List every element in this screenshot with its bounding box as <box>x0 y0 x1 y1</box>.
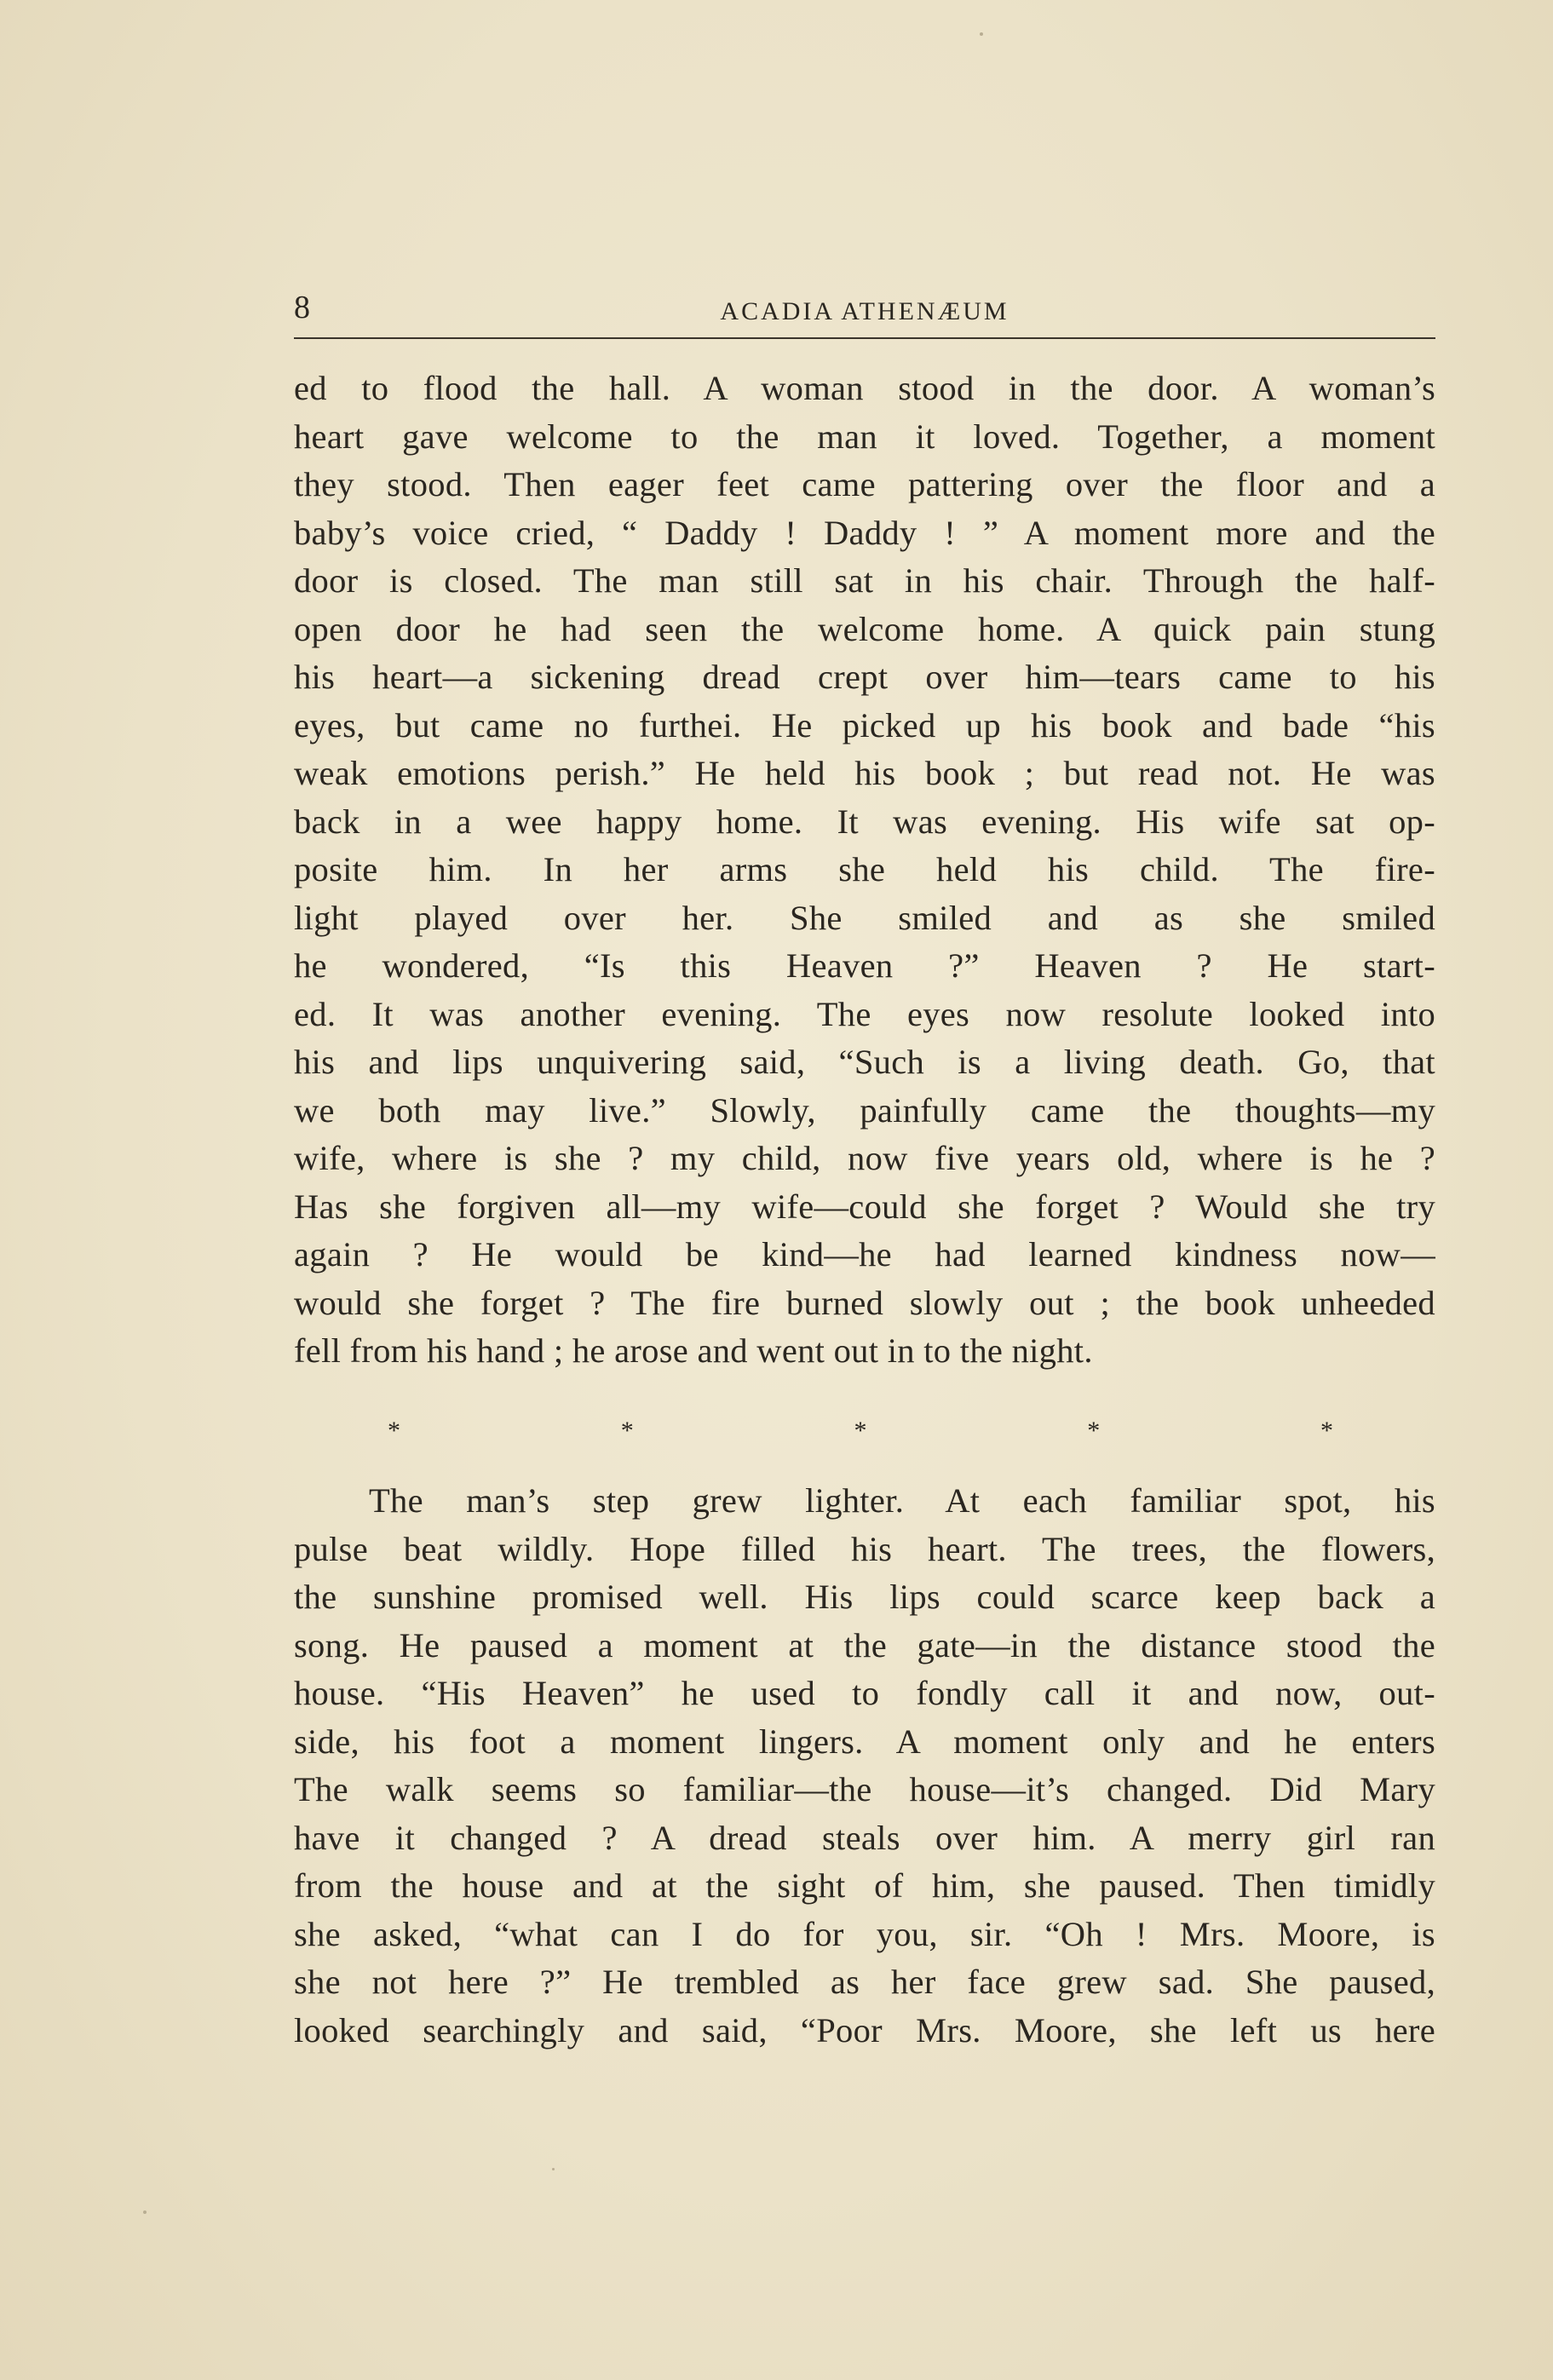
text-line: song. He paused a moment at the gate—in the distance stood the <box>294 1625 1435 1664</box>
running-head <box>294 286 1435 339</box>
text-line: he wondered, “Is this Heaven ?” Heaven ? He start- <box>294 946 1435 985</box>
text-line: they stood. Then eager feet came pattering over the floor and a <box>294 465 1435 503</box>
asterisk-mark: * <box>620 1417 634 1445</box>
text-line: pulse beat wildly. Hope filled his heart. The trees, the flowers, <box>294 1529 1435 1568</box>
text-line: Has she forgiven all—my wife—could she forget ? Would she try <box>294 1187 1435 1226</box>
asterisk-mark: * <box>1320 1417 1333 1445</box>
asterisk-mark: * <box>1087 1417 1101 1445</box>
asterisk-mark: * <box>388 1417 400 1445</box>
text-line: back in a wee happy home. It was evening. His wife sat op- <box>294 802 1435 841</box>
text-line: the sunshine promised well. His lips could scarce keep back a <box>294 1578 1435 1616</box>
text-line: baby’s voice cried, “ Daddy ! Daddy ! ” A moment more and the <box>294 513 1435 552</box>
text-line: would she forget ? The fire burned slowly out ; the book unheeded <box>294 1283 1435 1322</box>
paper-speck <box>980 32 983 36</box>
paragraph-2 <box>294 1477 1435 2055</box>
text-line: she not here ?” He trembled as her face grew sad. She paused, <box>294 1963 1435 2001</box>
text-line: heart gave welcome to the man it loved. Together, a moment <box>294 417 1435 456</box>
journal-title: ACADIA ATHENÆUM <box>720 297 1009 325</box>
text-line: we both may live.” Slowly, painfully came the thoughts—my <box>294 1090 1435 1130</box>
paper-speck <box>143 2210 147 2214</box>
text-line: looked searchingly and said, “Poor Mrs. Moore, she left us here <box>294 2010 1435 2049</box>
text-line: from the house and at the sight of him, she paused. Then timidly <box>294 1866 1435 1905</box>
section-break <box>388 1410 1333 1452</box>
text-line: his and lips unquivering said, “Such is a living death. Go, that <box>294 1043 1435 1081</box>
text-line: ed. It was another evening. The eyes now resolute looked into <box>294 994 1435 1033</box>
text-line: door is closed. The man still sat in his chair. Through the half- <box>294 561 1435 600</box>
text-line: she asked, “what can I do for you, sir. “Oh ! Mrs. Moore, is <box>294 1914 1435 1953</box>
text-line: fell from his hand ; he arose and went out in to the night. <box>294 1331 1093 1370</box>
text-line: house. “His Heaven” he used to fondly call it and now, out- <box>294 1674 1435 1712</box>
text-line: wife, where is she ? my child, now five years old, where is he ? <box>294 1139 1435 1177</box>
text-line: have it changed ? A dread steals over him. A merry girl ran <box>294 1818 1435 1857</box>
text-line: The man’s step grew lighter. At each familiar spot, his <box>369 1481 1435 1520</box>
page-number: 8 <box>294 290 310 325</box>
asterisk-mark: * <box>854 1417 867 1445</box>
text-line: light played over her. She smiled and as she smiled <box>294 898 1435 937</box>
text-line: eyes, but came no furthei. He picked up his book and bade “his <box>294 705 1435 744</box>
paragraph-1 <box>294 365 1435 1376</box>
text-line: his heart—a sickening dread crept over him—tears came to his <box>294 658 1435 696</box>
text-line: again ? He would be kind—he had learned kindness now— <box>294 1235 1435 1273</box>
paper-speck <box>552 2168 555 2170</box>
text-line: ed to flood the hall. A woman stood in the door. A woman’s <box>294 369 1435 407</box>
text-line: open door he had seen the welcome home. A quick pain stung <box>294 609 1435 648</box>
text-line: The walk seems so familiar—the house—it’s changed. Did Mary <box>294 1770 1435 1808</box>
text-line: side, his foot a moment lingers. A moment only and he enters <box>294 1722 1435 1761</box>
text-line: posite him. In her arms she held his child. The fire- <box>294 850 1435 888</box>
text-line: weak emotions perish.” He held his book ; but read not. He was <box>294 754 1435 792</box>
